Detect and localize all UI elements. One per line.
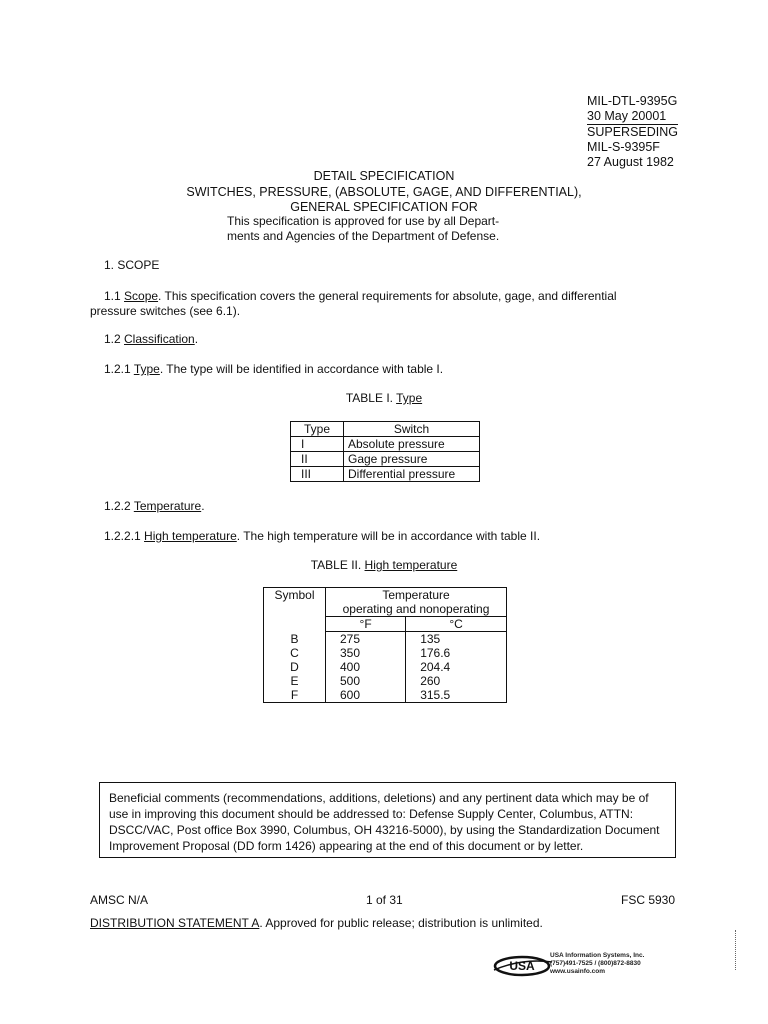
table-cell: E [264, 674, 326, 688]
approval-line1: This specification is approved for use by all Depart- [227, 214, 500, 228]
logo-web: www.usainfo.com [550, 968, 606, 975]
section-1-2-2 [104, 499, 704, 514]
table-header-cell: Temperature [382, 588, 450, 602]
table-cell: Gage pressure [344, 452, 480, 467]
section-text: . The type will be identified in accordance with table I. [159, 362, 444, 376]
superseding-label: SUPERSEDING [587, 125, 678, 139]
doc-title-line1: DETAIL SPECIFICATION [313, 169, 455, 183]
section-number: 1.2.2 [104, 499, 134, 513]
table-header-row [291, 422, 480, 437]
table-cell: 275 [326, 632, 406, 647]
table-cell: C [264, 646, 326, 660]
table2-caption-prefix: TABLE II. [310, 558, 365, 572]
section-title: Scope [124, 289, 159, 303]
section-1-2-2-1 [104, 529, 704, 544]
logo-mark-text: USA [509, 959, 535, 973]
fsc-code: FSC 5930 [621, 893, 676, 907]
section-number: 1.2.2.1 [104, 529, 145, 543]
table-row [264, 674, 507, 688]
logo-company: USA Information Systems, Inc. [550, 952, 645, 959]
comment-line1: Beneficial comments (recommendations, additions, deletions) and any pertinent data which may be of [109, 791, 649, 805]
section-text: . This specification covers the general requirements for absolute, gage, and differential [158, 289, 617, 303]
section-tail: . [194, 332, 199, 346]
section-1-2-1 [104, 362, 704, 377]
table-unit-row [264, 617, 507, 632]
table-cell: 350 [326, 646, 406, 660]
doc-title-line3: GENERAL SPECIFICATION FOR [290, 200, 478, 214]
superseded-date: 27 August 1982 [587, 155, 674, 169]
table-row [291, 452, 480, 467]
approval-line2: ments and Agencies of the Department of Defense. [227, 229, 500, 243]
section-number: 1.2 [104, 332, 125, 346]
table2-caption-title: High temperature [364, 558, 458, 572]
table-row [264, 632, 507, 647]
comment-line2: use in improving this document should be addressed to: Defense Supply Center, Columbus, ATTN: [109, 807, 634, 821]
table-cell: III [291, 467, 344, 482]
distribution-statement [90, 916, 543, 931]
section-tail: . [201, 499, 205, 513]
doc-date: 30 May 20001 [587, 109, 678, 125]
table-cell: Absolute pressure [344, 437, 480, 452]
table-cell: F [264, 688, 326, 703]
table-header-cell: Symbol [264, 588, 326, 617]
logo-phone: (757)491-7525 / (800)872-8830 [550, 960, 641, 967]
table1-caption-prefix: TABLE I. [345, 391, 397, 405]
scan-edge-mark [735, 930, 737, 970]
table-cell [264, 617, 326, 632]
section-text: . The high temperature will be in accordance with table II. [236, 529, 541, 543]
usa-logo-icon [492, 954, 554, 978]
comment-line4: Improvement Proposal (DD form 1426) appearing at the end of this document or by letter. [109, 839, 584, 853]
table-cell: Differential pressure [344, 467, 480, 482]
section-title: Type [133, 362, 160, 376]
beneficial-comments-box [99, 782, 676, 858]
section-text-cont: pressure switches (see 6.1). [90, 304, 241, 318]
table1-caption-title: Type [396, 391, 423, 405]
table-cell: B [264, 632, 326, 647]
table-row [291, 437, 480, 452]
section-1-1 [90, 289, 690, 319]
table-cell: 400 [326, 660, 406, 674]
table-type [290, 421, 480, 482]
section-number: 1.2.1 [104, 362, 134, 376]
table-cell: D [264, 660, 326, 674]
distribution-text: . Approved for public release; distribution is unlimited. [259, 916, 543, 930]
section-title: Classification [124, 332, 195, 346]
table-cell: II [291, 452, 344, 467]
doc-title-line2: SWITCHES, PRESSURE, (ABSOLUTE, GAGE, AND DIFFERENTIAL), [186, 185, 582, 199]
table-unit-cell: °F [326, 617, 406, 632]
table-cell: 135 [420, 632, 441, 646]
table-cell: 315.5 [420, 688, 451, 702]
amsc-code: AMSC N/A [90, 893, 149, 907]
comment-line3: DSCC/VAC, Post office Box 3990, Columbus, OH 43216-5000), by using the Standardization Document [109, 823, 660, 837]
section-scope-heading: 1. SCOPE [104, 258, 160, 272]
table2-caption [0, 558, 768, 572]
page-number: 1 of 31 [366, 893, 403, 907]
table-unit-cell: °C [406, 617, 507, 632]
logo-company-info [550, 952, 644, 976]
document-identifier [587, 94, 678, 170]
approval-statement [227, 214, 499, 244]
superseded-number: MIL-S-9395F [587, 140, 660, 154]
distribution-title: DISTRIBUTION STATEMENT A [90, 916, 260, 930]
section-title: High temperature [144, 529, 237, 543]
table-cell: 176.6 [420, 646, 451, 660]
table-cell: I [291, 437, 344, 452]
table-row [264, 646, 507, 660]
section-1-2 [104, 332, 704, 347]
table-cell: 204.4 [420, 660, 451, 674]
table-header-cell: Switch [344, 422, 480, 437]
table-cell: 600 [326, 688, 406, 703]
table-header-row [264, 588, 507, 603]
table-cell: 500 [326, 674, 406, 688]
section-title: Temperature [133, 499, 202, 513]
doc-number: MIL-DTL-9395G [587, 94, 678, 108]
table-row [291, 467, 480, 482]
section-number: 1.1 [104, 289, 125, 303]
table-header-cell: Type [291, 422, 344, 437]
table1-caption [0, 391, 768, 405]
table-row [264, 688, 507, 703]
table-header-cell: operating and nonoperating [326, 602, 507, 617]
table-row [264, 660, 507, 674]
table-cell: 260 [420, 674, 441, 688]
table-high-temperature [263, 587, 507, 703]
